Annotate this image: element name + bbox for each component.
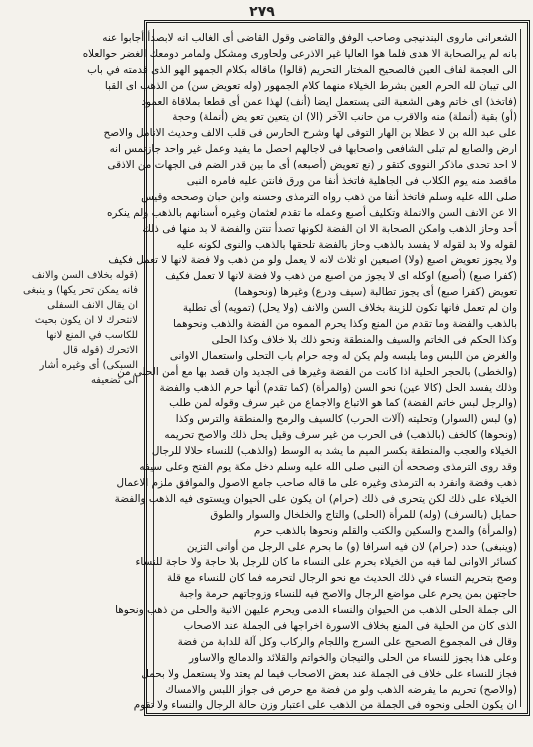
main-text-line: ارض والصابع لم تبلى الشافعى واصحابها فى لاجالهم احصل ما يفيد وعمل غير واحد جازتمس انه [109, 143, 517, 156]
margin-note-line: للكاسب في المنع لانها [46, 330, 138, 341]
main-text-line: حاجتهن بمن يحرم على مواضع الرجال والاصح فيه للنساء وزوجاتهم حرمة واجبة [179, 588, 517, 601]
main-text-line: وقد روى الترمذى وصححه أن النبى صلى الله عليه وسلم دخل مكة يوم الفتح وعلى سيفه [139, 461, 517, 474]
main-text-line: على عبد الله بن لا عظلا بن الهار التوقى لها وشرح الحارس فى قلب الالف وحديث الانامل والاصح [103, 127, 517, 140]
main-text-line: وذلك يفسد الحل (كالا عين) نحو السن (والمرأة) (كما تقدم) أنها حرم الذهب والفضة [159, 381, 517, 394]
margin-note-line: الاتحرك (قوله قال [62, 345, 138, 356]
page-number: ٢٧٩ [249, 4, 275, 20]
main-text-line: ذهب وفضة وانفرد به الترمذى وغيره على ما قاله صاحب جامع الاصول والموافق ملزم الاعمال [116, 476, 517, 489]
main-text-line: (ونحوها) كالخف (بالذهب) فى الحرب من غير سرف وقيل يحل ذلك والاصح تحريمه [164, 429, 517, 442]
main-text-line: وان لم تعمل فانها تكون للزينة بخلاف السن والانف (ولا يحل) (تمويه) أى تطلية [182, 302, 517, 315]
main-text-line: صلى الله عليه وسلم فاتخذ أنفا من ذهب رواه الترمذى وحسنه وابن حبان وصححه وقيس [141, 190, 517, 203]
main-text-line: (والمرأة) والمدح والسكين والكتب والقلم ونحوها بالذهب حرم [253, 524, 517, 537]
main-text-line: بالذهب والفضة وما تقدم من المنع وكذا يحرم المموه من الفضة والذهب ونحوهما [172, 318, 517, 331]
main-text-line: أحد وحاز الذهب وامكن الصحابة الا ان الفضة لكونها تصدأ تنتن والفضة لا بد منها فى ذلك [142, 222, 517, 235]
margin-note-line: الى تضعيفه [90, 375, 138, 386]
main-text-line: الى جملة الحلى الذهب من الحيوان والنساء الدمى ويحرم عليهن الانية والحلى من ذهب ونحوها [115, 604, 517, 617]
main-text-line: الشعرانى ماروى البندنيجى وصاحب الوفق والقاضى وقول القاضى أى الغالب انه لابصدأ أجابوا عنه [102, 32, 517, 44]
main-text-line: الخيلاء والعجب والمنطقة بكسر الميم ما يشد به الوسط (والذهب) للنساء حلالا للرجال [151, 445, 517, 458]
main-text-line: (وينبغى) حدد (حرام) لان فيه اسرافا (و) ما بحرم على الرجل من أوانى التزين [186, 540, 517, 553]
main-text-line: (و) لبس (السوار) وتحليته (آلات الحرب) كالسيف والرمح والمنطقة والترس وكذا [175, 413, 517, 426]
margin-note-line: فانه يمكن تحر يكها) و ينبغى [23, 285, 138, 296]
main-text-line: (والرجل لبس خاتم الفضة) كما هو الاتباع والاجماع من غير سرف وقوله لمن طلب [169, 397, 517, 410]
margin-note-line: (قوله بخلاف السن والانف [31, 270, 138, 281]
main-text-line: (والخطى) بالحجر الحلية اذا كانت من الفضة وغيرها فى الجديد وان قصد بها مع أمن الحلى من [117, 365, 517, 378]
main-text-line: وقال فى المجموع الصحيح على السرج واللجام والركاب وكل آلة للدابة من فضة [177, 635, 517, 648]
main-text-line: (فاتخذ) اى خاتم وهى الشعبة التى يستعمل ايضا (أنف) لهذا عمن أى قطعا بملاقاة العمود [141, 95, 517, 108]
main-text-line: بانه لم يرالصحابة الا هدى فلما هوا العاليا غير الاذرعى ولحاورى ومشكل ولمامر دومعك الغضر حوالعلاه [82, 47, 517, 60]
main-text-line: الخيلاء على ذلك لكن يتحرى فى ذلك (حرام) ان يكون على الحيوان ويستوى فيه الذهب والفضة [114, 492, 517, 505]
main-text-line: الذى كان من الحلية فى المنع بخلاف الاسورة اخراجها فى الجملة عند الاصحاب [183, 619, 517, 632]
main-text-line: ان يكون الحلى ونحوه فى الجملة من الذهب على اعتبار وزن حالة الرجال والنساء ولا تقوم [133, 699, 517, 712]
main-text-line: والغرض من اللبس وما يلبسه ولم يكن له وجه حرام باب التحلى واستعمال الاوانى [169, 349, 517, 362]
main-text-line: وعلى هذا يجوز للنساء من الحلى والتيجان والخواتم والقلائد والدمالج والاساور [189, 651, 517, 664]
main-text-line: كسائر الاوانى لما فيه من الخيلاء بحرم على النساء ما كان للرجل بلا حاجة ولا حاجة للنساء [135, 556, 517, 569]
main-text-line: الى العجمة لفاف العين فالصحيح المختار التحريم (قالوا) ماقاله بكلام الجمهو الهو الذى قدمته في باب [87, 63, 517, 76]
margin-note-line: ان يقال الانف السفلى [47, 300, 138, 311]
main-text-line: وصح بتحريم النساء في ذلك الحديث مع نحو الرجال لتحرمه فما كان للنساء مع قلة [167, 572, 517, 585]
main-text-line: (والاصح) تحريم ما يفرضه الذهب ولو من فضة مع حرص فى جواز اللبس والامساك [165, 683, 517, 696]
margin-note-line: لانتحرك لا ان يكون بحيث [34, 315, 138, 326]
main-text-line: وكذا الحكم فى الخاتم والسيف والمنطقة ونحو ذلك بلا خلاف وكذا الحلى [211, 333, 517, 346]
main-text-line: ماقصد منه يوم الكلاب فى الجاهلية فاتخذ أنفا من ورق فانتن عليه فامره النبى [186, 175, 517, 188]
main-text-line: تعويض (كفرا صبع) أى يجوز تطالبة (سيف ودرع) وغيرها (ونحوهما) [234, 286, 517, 299]
main-text-line: لا احد تحدى ماذكر النووى كتقو ر (نع تعويض (أصبعه) أى ما بين قدر الضم فى الجهات من الاذقى [107, 159, 517, 172]
main-text-line: (أو) بقية (أنملة) منه والاقرب من حانب الآخر (الا) ان يتعين تعو يض (أنملة) وحجة [172, 111, 517, 124]
main-text-line: حمايل (بالسرف) (وله) للمرأة (الحلى) والتاج والخلخال والسوار والطوق [210, 508, 517, 521]
main-text-line: فجاز للنساء على خلاف فى الجملة عند بعض الاصحاب فيما لم يعتد ولا يستعمل ولا بحمل [141, 667, 517, 680]
main-text-line: الى تيبان لله الحرم العين بشرط الخيلاء منهما كلام الجمهور (وله تعويض سن) من الذهب اى القبا [104, 79, 517, 92]
main-text-line: (كفرا صبع) (أصبع) اوكله اى لا يجوز من اصبع من ذهب ولا فضة لانها لا تعمل فكيف [165, 270, 517, 283]
main-text-line: الا عن الانف السن والانملة وتكليف أصبع وعمله ما تقدم لعثمان وغيره أسنانهم بالذهب ولم ينكره [106, 206, 517, 219]
main-text-line: لقوله ولا بد لقوله لا يفسد بالذهب وحاز بالفضة تلحقها بالذهب والنوى لكونه عليه [176, 238, 517, 251]
main-text-line: ولا يجوز تعويض اصبع (ولا) اصبعين او ثلاث لانه لا يعمل ولو من ذهب ولا فضة لانها لا تعمل فكيف [108, 254, 517, 267]
margin-note-line: السبكى) أى وغيره أشار [39, 360, 138, 371]
